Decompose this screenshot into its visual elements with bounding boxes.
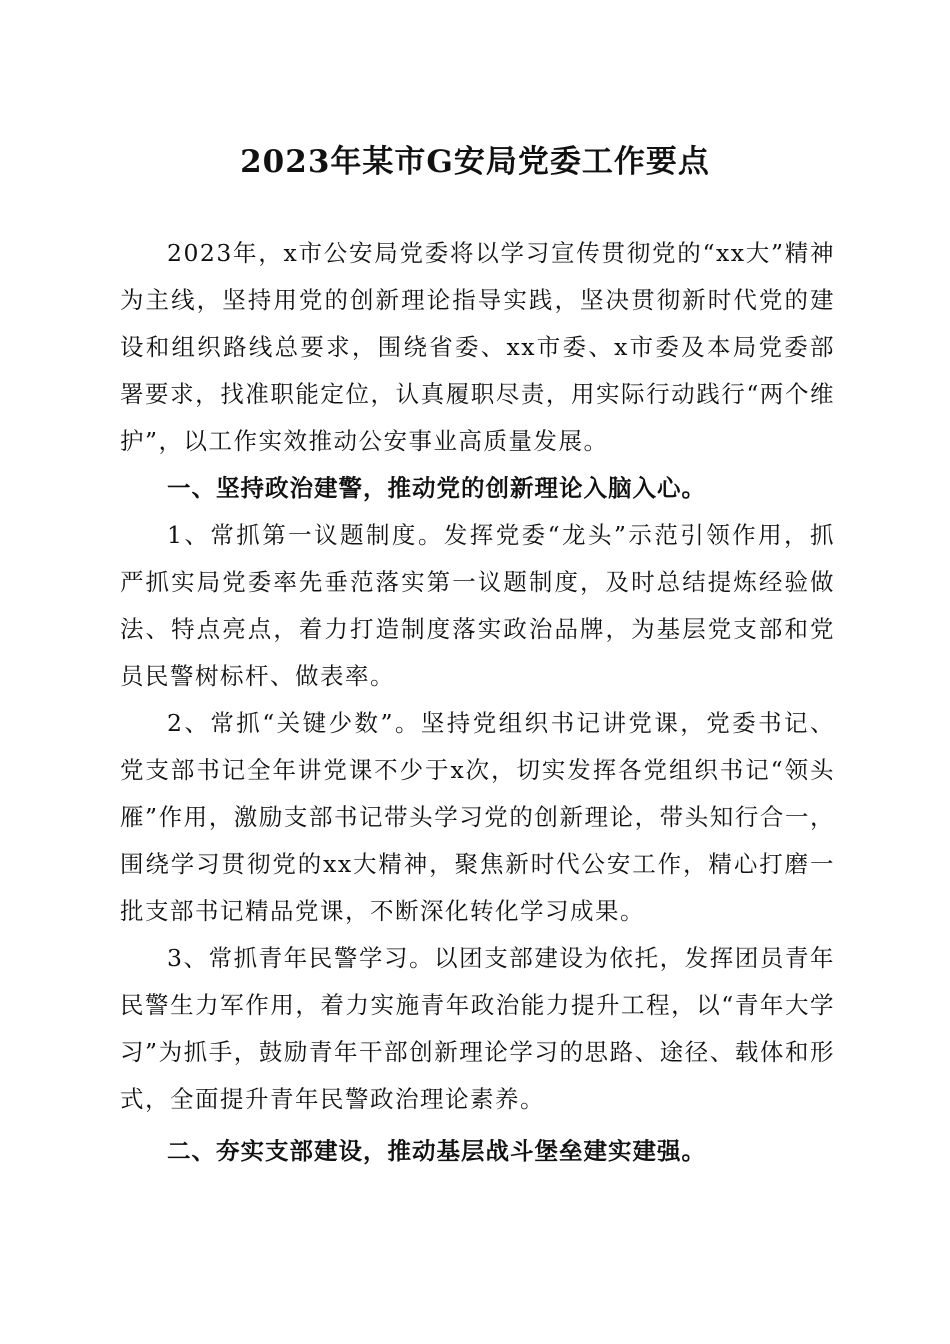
- intro-paragraph: 2023年，x市公安局党委将以学习宣传贯彻党的“xx大”精神为主线，坚持用党的创新理论指导实践，坚决贯彻新时代党的建设和组织路线总要求，围绕省委、xx市委、x市委及本局党委部署要求，找准职能定位，认真履职尽责，用实际行动践行“两个维护”，以工作实效推动公安事业高质量发展。: [120, 239, 835, 455]
- section-1-heading: 一、坚持政治建警，推动党的创新理论入脑入心。: [167, 474, 706, 502]
- document-title: 2023年某市G安局党委工作要点: [240, 144, 710, 180]
- section-1-item-1: 1、常抓第一议题制度。发挥党委“龙头”示范引领作用，抓严抓实局党委率先垂范落实第一议题制度，及时总结提炼经验做法、特点亮点，着力打造制度落实政治品牌，为基层党支部和党员民警树标杆、做表率。: [120, 521, 835, 690]
- section-1-item-2: 2、常抓“关键少数”。坚持党组织书记讲党课，党委书记、党支部书记全年讲党课不少于x次，切实发挥各党组织书记“领头雁”作用，激励支部书记带头学习党的创新理论，带头知行合一，围绕学习贯彻党的xx大精神，聚焦新时代公安工作，精心打磨一批支部书记精品党课，不断深化转化学习成果。: [120, 709, 835, 925]
- section-1-item-3: 3、常抓青年民警学习。以团支部建设为依托，发挥团员青年民警生力军作用，着力实施青年政治能力提升工程，以“青年大学习”为抓手，鼓励青年干部创新理论学习的思路、途径、载体和形式，全面提升青年民警政治理论素养。: [120, 944, 835, 1113]
- document-body: [120, 230, 835, 1175]
- section-2-heading: 二、夯实支部建设，推动基层战斗堡垒建实建强。: [167, 1137, 706, 1165]
